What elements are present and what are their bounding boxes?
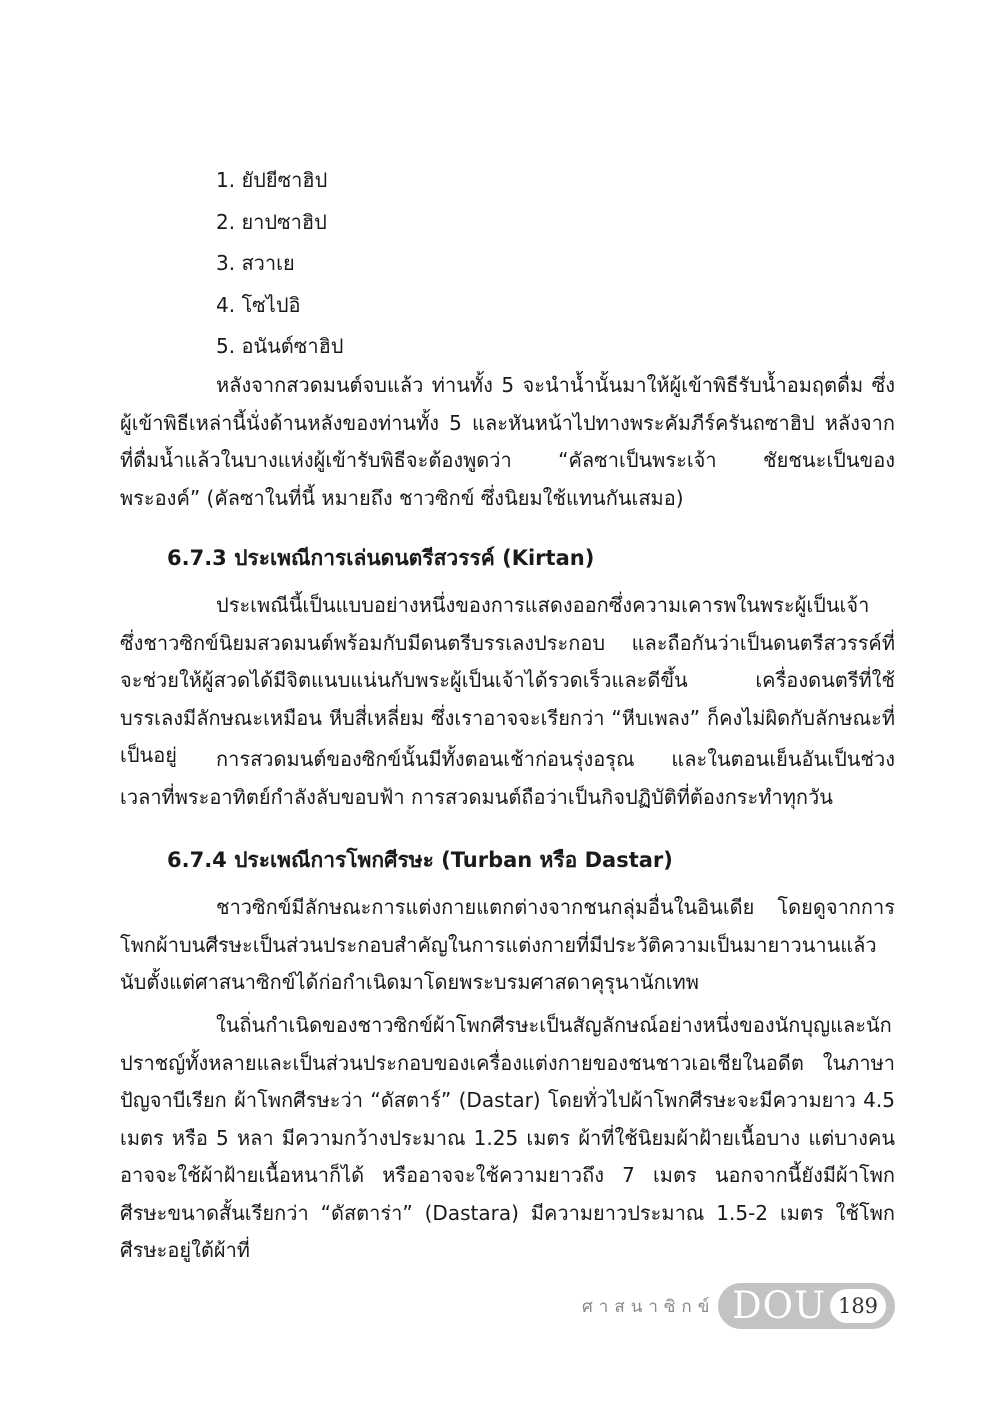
section-heading-kirtan: 6.7.3 ประเพณีการเล่นดนตรีสวรรค์ (Kirtan)	[167, 546, 595, 570]
list-item: 2. ยาปซาฮิป	[216, 209, 327, 234]
list-item: 1. ยัปยีซาฮิป	[216, 168, 328, 192]
list-item: 3. สวาเย	[216, 251, 295, 275]
dou-logo-text: DOU	[732, 1284, 827, 1327]
footer-badge	[718, 1283, 895, 1329]
list-item: 5. อนันต์ซาฮิป	[216, 334, 344, 358]
page-footer	[560, 1283, 900, 1331]
numbered-list	[216, 160, 344, 368]
list-item: 4. โซไปอิ	[216, 292, 301, 317]
paragraph-text: หลังจากสวดมนต์จบแล้ว ท่านทั้ง 5 จะนำน้ำนั้นมาให้ผู้เข้าพิธีรับน้ำอมฤตดื่ม ซึ่งผู้เข้าพิธีเหล่านี้นั่งด้านหลังของท่านทั้ง 5 และหันหน้าไปทางพระคัมภีร์ครันถซาฮิป หลังจากที่ดื่มน้ำแล้วในบางแห่งผู้เข้ารับพิธีจะต้องพูดว่า “คัลซาเป็นพระเจ้า ชัยชนะเป็นของพระองค์” (คัลซาในที่นี้ หมายถึง ชาวซิกข์ ซึ่งนิยมใช้แทนกันเสมอ)	[120, 373, 895, 510]
section-heading-turban: 6.7.4 ประเพณีการโพกศีรษะ (Turban หรือ Dastar)	[167, 848, 673, 872]
paragraph-text: ในถิ่นกำเนิดของชาวซิกข์ผ้าโพกศีรษะเป็นสัญลักษณ์อย่างหนึ่งของนักบุญและนักปราชญ์ทั้งหลายและเป็นส่วนประกอบของเครื่องแต่งกายของชนชาวเอเชียในอดีต ในภาษาปัญจาบีเรียก ผ้าโพกศีรษะว่า “ดัสตาร์” (Dastar) โดยทั่วไปผ้าโพกศีรษะจะมีความยาว 4.5 เมตร หรือ 5 หลา มีความกว้างประมาณ 1.25 เมตร ผ้าที่ใช้นิยมผ้าฝ้ายเนื้อบาง แต่บางคนอาจจะใช้ผ้าฝ้ายเนื้อหนาก็ได้ หรืออาจจะใช้ความยาวถึง 7 เมตร นอกจากนี้ยังมีผ้าโพกศีรษะขนาดสั้นเรียกว่า “ดัสตาร่า” (Dastara) มีความยาวประมาณ 1.5-2 เมตร ใช้โพกศีรษะอยู่ใต้ผ้าที่	[120, 1013, 895, 1262]
paragraph-dastar	[120, 1007, 895, 1270]
footer-book-title: ศาสนาซิกข์	[582, 1297, 716, 1317]
paragraph-prayer	[120, 741, 895, 816]
paragraph-text: ชาวซิกข์มีลักษณะการแต่งกายแตกต่างจากชนกลุ่มอื่นในอินเดีย โดยดูจากการโพกผ้าบนศีรษะเป็นส่วนประกอบสำคัญในการแต่งกายที่มีประวัติความเป็นมายาวนานแล้ว นับตั้งแต่ศาสนาซิกข์ได้ก่อกำเนิดมาโดยพระบรมศาสดาคุรุนานักเทพ	[120, 895, 895, 994]
paragraph-turban-intro	[120, 889, 895, 1002]
paragraph-ceremony	[120, 367, 895, 517]
paragraph-text: ประเพณีนี้เป็นแบบอย่างหนึ่งของการแสดงออกซึ่งความเคารพในพระผู้เป็นเจ้า ซึ่งชาวซิกข์นิยมสวดมนต์พร้อมกับมีดนตรีบรรเลงประกอบ และถือกันว่าเป็นดนตรีสวรรค์ที่จะช่วยให้ผู้สวดได้มีจิตแนบแน่นกับพระผู้เป็นเจ้าได้รวดเร็วและดีขึ้น เครื่องดนตรีที่ใช้บรรเลงมีลักษณะเหมือน หีบสี่เหลี่ยม ซึ่งเราอาจจะเรียกว่า “หีบเพลง” ก็คงไม่ผิดกับลักษณะที่เป็นอยู่	[120, 593, 895, 767]
page-number: 189	[830, 1289, 886, 1323]
paragraph-text: การสวดมนต์ของซิกข์นั้นมีทั้งตอนเช้าก่อนรุ่งอรุณ และในตอนเย็นอันเป็นช่วงเวลาที่พระอาทิตย์กำลังลับขอบฟ้า การสวดมนต์ถือว่าเป็นกิจปฏิบัติที่ต้องกระทำทุกวัน	[120, 747, 895, 809]
